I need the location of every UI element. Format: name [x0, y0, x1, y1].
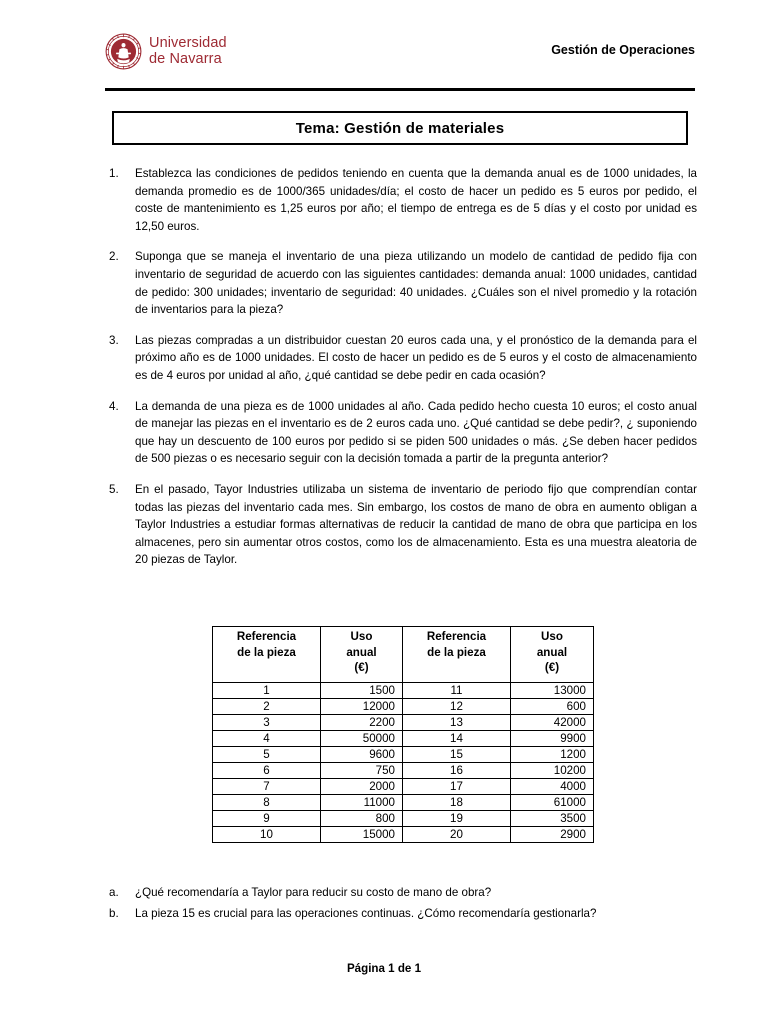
part-reference-cell: 16	[403, 763, 511, 779]
table-row	[213, 779, 594, 795]
part-reference-cell: 18	[403, 795, 511, 811]
university-logo	[105, 33, 227, 70]
annual-usage-cell: 61000	[511, 795, 594, 811]
header-line: (€)	[354, 661, 369, 674]
question-number: 3.	[109, 333, 119, 347]
part-reference-cell: 8	[213, 795, 321, 811]
table-row	[213, 715, 594, 731]
page-footer: Página 1 de 1	[346, 962, 422, 975]
header-line: de la pieza	[237, 645, 296, 659]
annual-usage-cell: 50000	[321, 731, 403, 747]
annual-usage-cell: 1200	[511, 747, 594, 763]
table-row	[213, 763, 594, 779]
table-header-cell	[511, 627, 594, 683]
header-divider	[105, 88, 695, 91]
part-reference-cell: 19	[403, 811, 511, 827]
university-name-line1: Universidad	[149, 34, 227, 51]
annual-usage-cell: 2000	[321, 779, 403, 795]
question-number: 2.	[109, 250, 119, 264]
table-row	[213, 811, 594, 827]
table-row	[213, 731, 594, 747]
annual-usage-cell: 9900	[511, 731, 594, 747]
annual-usage-cell: 4000	[511, 779, 594, 795]
part-reference-cell: 15	[403, 747, 511, 763]
course-title: Gestión de Operaciones	[551, 43, 695, 57]
part-reference-cell: 12	[403, 699, 511, 715]
part-reference-cell: 11	[403, 683, 511, 699]
annual-usage-cell: 12000	[321, 699, 403, 715]
part-reference-cell: 1	[213, 683, 321, 699]
table-header-cell	[321, 627, 403, 683]
part-reference-cell: 4	[213, 731, 321, 747]
annual-usage-cell: 600	[511, 699, 594, 715]
annual-usage-cell: 11000	[321, 795, 403, 811]
annual-usage-cell: 800	[321, 811, 403, 827]
annual-usage-cell: 9600	[321, 747, 403, 763]
part-reference-cell: 7	[213, 779, 321, 795]
part-reference-cell: 14	[403, 731, 511, 747]
part-reference-cell: 3	[213, 715, 321, 731]
header-line: de la pieza	[427, 645, 486, 659]
table-row	[213, 747, 594, 763]
subquestion-item	[105, 884, 697, 902]
part-reference-cell: 20	[403, 827, 511, 843]
part-reference-cell: 9	[213, 811, 321, 827]
question-list	[105, 165, 697, 582]
topic-title-text: Tema: Gestión de materiales	[295, 119, 505, 137]
header-line: Uso	[541, 630, 563, 643]
part-reference-cell: 5	[213, 747, 321, 763]
university-seal-icon	[105, 33, 142, 70]
question-item	[105, 248, 697, 318]
annual-usage-cell: 10200	[511, 763, 594, 779]
annual-usage-cell: 2200	[321, 715, 403, 731]
subquestion-text: La pieza 15 es crucial para las operaciones continuas. ¿Cómo recomendaría gestionarla?	[135, 906, 597, 920]
annual-usage-cell: 2900	[511, 827, 594, 843]
subquestion-item	[105, 905, 697, 923]
question-item	[105, 332, 697, 385]
annual-usage-cell: 1500	[321, 683, 403, 699]
university-name-line2: de Navarra	[149, 50, 222, 67]
annual-usage-cell: 15000	[321, 827, 403, 843]
subquestion-list	[105, 884, 697, 925]
question-item	[105, 481, 697, 569]
table-header-cell	[403, 627, 511, 683]
table-row	[213, 699, 594, 715]
question-text: Establezca las condiciones de pedidos teniendo en cuenta que la demanda anual es de 1000 unidades, la demanda promedio es de 1000/365 unidades/día; el costo de hacer un pedido es 5 euros por pedido, el coste de mantenimiento es 1,25 euros por año; el tiempo de entrega es de 5 días y el costo por unidad es 12,50 euros.	[135, 167, 697, 233]
table-row	[213, 827, 594, 843]
university-logo-text	[149, 36, 227, 67]
part-reference-cell: 10	[213, 827, 321, 843]
page-header	[105, 33, 695, 83]
question-text: La demanda de una pieza es de 1000 unidades al año. Cada pedido hecho cuesta 10 euros; el costo anual de manejar las piezas en el inventario es de 2 euros cada uno. ¿Qué cantidad se debe pedir?, ¿ suponiendo que hay un descuento de 100 euros por pedido si se piden 500 unidades o más. ¿Se deben hacer pedidos de 500 piezas o es necesario seguir con la decisión tomada a partir de la pregunta anterior?	[135, 399, 697, 466]
parts-usage-table	[212, 626, 594, 843]
question-text: Las piezas compradas a un distribuidor cuestan 20 euros cada una, y el pronóstico de la demanda para el próximo año es de 1000 unidades. El costo de hacer un pedido es de 5 euros y el costo de almacenamiento es de 4 euros por unidad al año, ¿qué cantidad se debe pedir en cada ocasión?	[135, 333, 697, 382]
table-header-row	[213, 627, 594, 683]
question-text: En el pasado, Tayor Industries utilizaba un sistema de inventario de periodo fijo que comprendían contar todas las piezas del inventario cada mes. Sin embargo, los costos de mano de obra en aumento obligan a Taylor Industries a estudiar formas alternativas de reducir la cantidad de mano de obra que participa en los almacenes, pero sin aumentar otros costos, como los de almacenamiento. Esta es una muestra aleatoria de 20 piezas de Taylor.	[135, 482, 697, 567]
header-line: Referencia	[236, 630, 297, 643]
question-number: 4.	[109, 399, 119, 413]
parts-usage-table-wrapper	[212, 626, 593, 843]
part-reference-cell: 13	[403, 715, 511, 731]
annual-usage-cell: 3500	[511, 811, 594, 827]
part-reference-cell: 2	[213, 699, 321, 715]
subquestion-letter: b.	[109, 906, 119, 920]
part-reference-cell: 17	[403, 779, 511, 795]
subquestion-letter: a.	[109, 886, 119, 899]
table-row	[213, 683, 594, 699]
annual-usage-cell: 750	[321, 763, 403, 779]
table-header-cell	[213, 627, 321, 683]
topic-title-box	[112, 111, 688, 145]
question-item	[105, 165, 697, 235]
header-line: (€)	[544, 661, 560, 674]
header-line: Uso	[350, 630, 373, 643]
header-line: anual	[346, 645, 377, 659]
subquestion-text: ¿Qué recomendaría a Taylor para reducir su costo de mano de obra?	[135, 886, 492, 899]
question-text: Suponga que se maneja el inventario de una pieza utilizando un modelo de cantidad de pedido fija con inventario de seguridad de acuerdo con las siguientes cantidades: demanda anual: 1000 unidades, cantidad de pedido: 300 unidades; inventario de seguridad: 40 unidades. ¿Cuáles son el nivel promedio y la rotación de inventarios para la pieza?	[135, 250, 697, 317]
question-item	[105, 398, 697, 468]
table-row	[213, 795, 594, 811]
question-number: 5.	[109, 482, 119, 496]
part-reference-cell: 6	[213, 763, 321, 779]
header-line: anual	[536, 645, 568, 659]
question-number: 1.	[109, 167, 119, 180]
header-line: Referencia	[426, 630, 487, 643]
annual-usage-cell: 13000	[511, 683, 594, 699]
annual-usage-cell: 42000	[511, 715, 594, 731]
